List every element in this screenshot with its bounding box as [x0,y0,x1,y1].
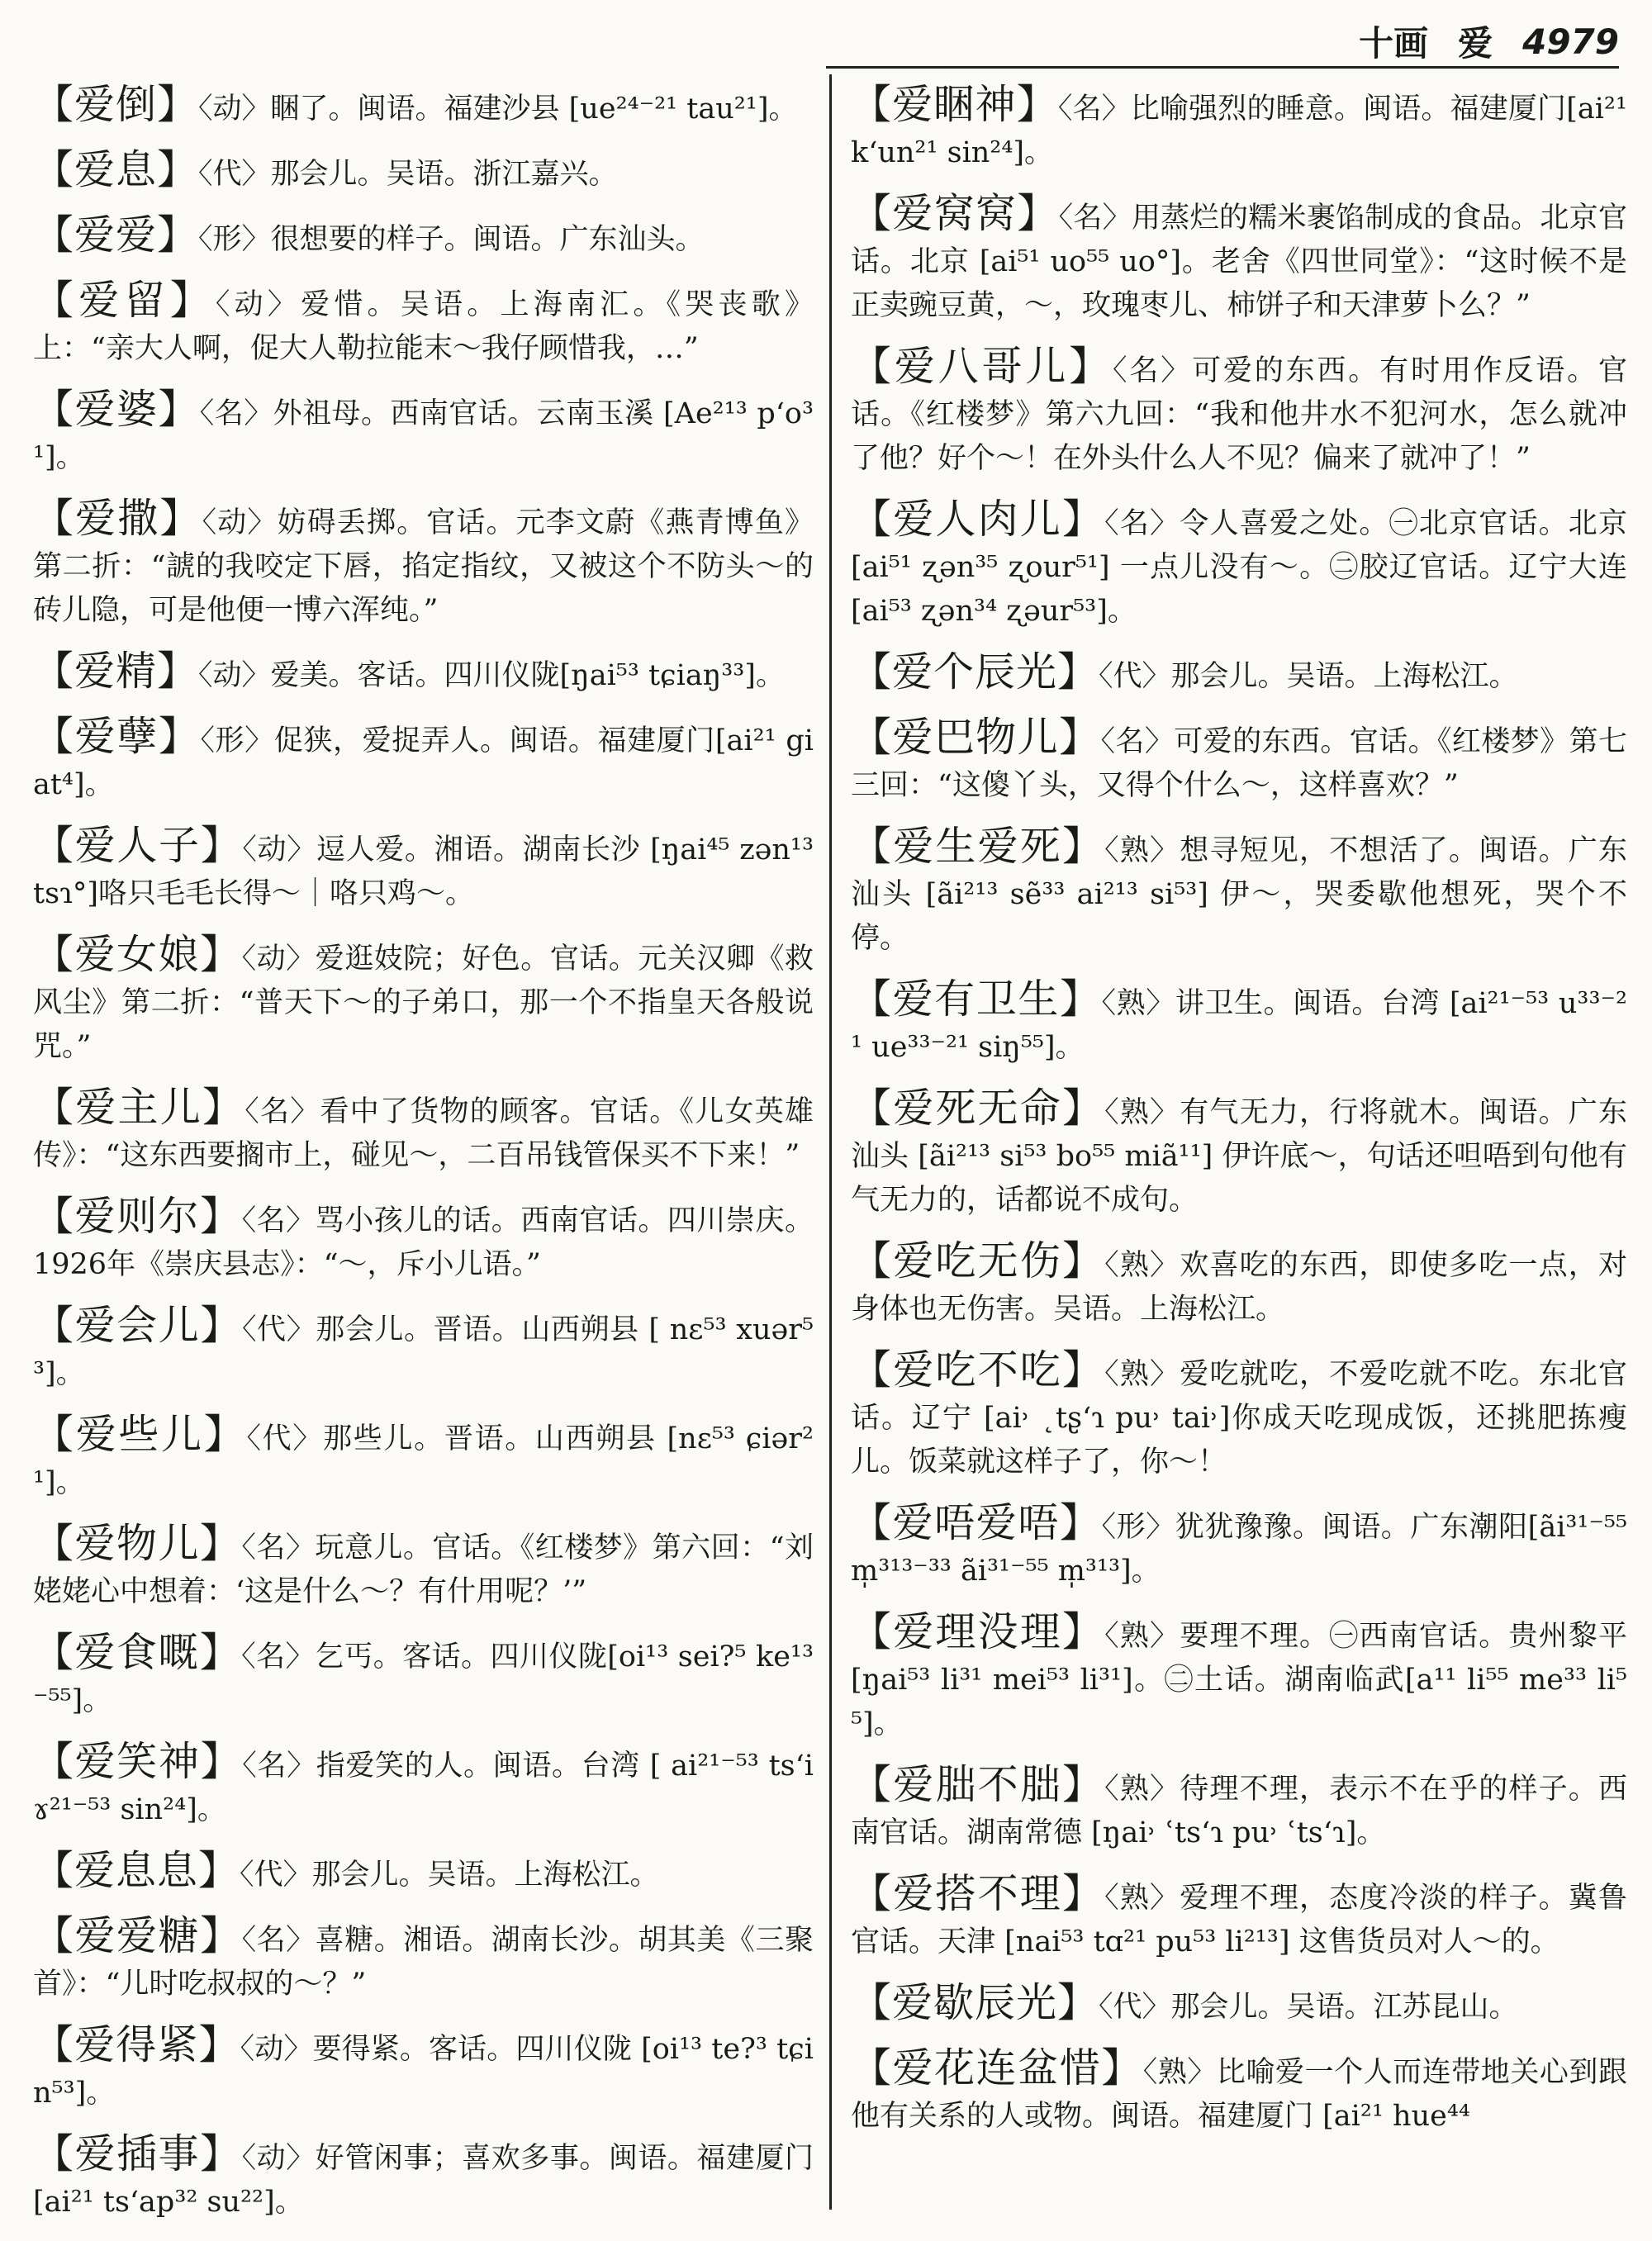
entry-definition: 比喻爱一个人而连带地关心到跟他有关系的人或物。闽语。福建厦门 [ai²¹ hue⁴⁴ [851,2056,1627,2133]
entry-headword: 【爱精】 [33,648,199,695]
entry-definition: 令人喜爱之处。㊀北京官话。北京[ai⁵¹ ʐən³⁵ ʐour⁵¹] 一点儿没有～。㊁胶辽官话。辽宁大连 [ai⁵³ ʐən³⁴ ʐəur⁵³]。 [851,507,1627,628]
section-label: 十画 [1359,23,1429,64]
entry-headword: 【爱睏神】 [851,81,1058,128]
entry-definition: 想寻短见，不想活了。闽语。广东汕头 [ãi²¹³ sẽ³³ ai²¹³ si⁵³] 伊～，哭委歇他想死，哭个不停。 [851,834,1627,955]
entry-headword: 【爱倒】 [33,81,199,128]
dictionary-entry [33,1914,814,2006]
page-number: 4979 [1522,21,1619,62]
entry-definition: 爱逛妓院；好色。官话。元关汉卿《救风尘》第二折：“普天下～的子弟口，那一个不指皇天各般说咒。” [33,942,814,1063]
entry-pos: 〈名〉 [241,1531,316,1564]
dictionary-entry [33,387,814,480]
dictionary-entry [851,83,1627,175]
entry-pos: 〈名〉 [1104,507,1180,540]
entry-headword: 【爱爱糖】 [33,1912,242,1959]
entry-headword: 【爱笑神】 [33,1738,243,1785]
entry-headword: 【爱婆】 [33,386,200,433]
entry-pos: 〈名〉 [241,1640,315,1674]
dictionary-entry [851,650,1627,699]
dictionary-entry [851,344,1627,481]
entry-definition: 逗人爱。湘语。湖南长沙 [ŋai⁴⁵ zən¹³ tsɿ°]咯只毛毛长得～｜咯只鸡～。 [33,833,814,910]
entry-headword: 【爱女娘】 [33,931,242,978]
dictionary-entry [851,1981,1627,2030]
entry-headword: 【爱爱】 [33,211,199,259]
dictionary-entry [851,1086,1627,1223]
dictionary-entry [33,1085,814,1178]
entry-headword: 【爱个辰光】 [851,648,1099,696]
entry-definition: 欢喜吃的东西，即使多吃一点，对身体也无伤害。吴语。上海松江。 [851,1249,1627,1326]
entry-definition: 玩意儿。官话。《红楼梦》第六回：“刘姥姥心中想着：‘这是什么～？有什用呢？’” [33,1531,814,1608]
dictionary-entry [33,1194,814,1287]
entry-headword: 【爱撒】 [33,495,202,542]
entry-pos: 〈形〉 [1101,1511,1175,1544]
entry-definition: 犹犹豫豫。闽语。广东潮阳[ãi³¹⁻⁵⁵ m̩³¹³⁻³³ ãi³¹⁻⁵⁵ m̩³¹³]。 [851,1511,1627,1588]
entry-definition: 可爱的东西。官话。《红楼梦》第七三回：“这傻丫头，又得个什么～，这样喜欢？” [851,725,1627,802]
entry-definition: 好管闲事；喜欢多事。闽语。福建厦门[ai²¹ ts‘ap³² su²²]。 [33,2142,814,2219]
entry-pos: 〈熟〉 [1101,987,1175,1020]
dictionary-entry [33,1631,814,1723]
entry-pos: 〈形〉 [198,223,271,256]
entry-headword: 【爱留】 [33,277,216,324]
dictionary-entry [33,1740,814,1832]
entry-headword: 【爱有卫生】 [851,976,1102,1023]
entry-pos: 〈熟〉 [1104,1773,1180,1806]
entry-definition: 那会儿。吴语。浙江嘉兴。 [270,158,618,191]
entry-pos: 〈动〉 [242,833,316,866]
entry-definition: 看中了货物的顾客。官话。《儿女英雄传》：“这东西要搁市上，碰见～，二百吊钱管保买不下来！” [33,1095,814,1172]
entry-pos: 〈动〉 [198,659,271,692]
entry-definition: 喜糖。湘语。湖南长沙。胡其美《三聚首》：“儿时吃叔叔的～？” [33,1924,814,2001]
entry-headword: 【爱孽】 [33,713,201,760]
entry-headword: 【爱得紧】 [33,2021,240,2068]
entry-definition: 爱美。客话。四川仪陇[ŋai⁵³ tɕiaŋ³³]。 [270,659,785,692]
dictionary-entry [33,83,814,131]
entry-pos: 〈名〉 [199,397,273,430]
dictionary-entry [33,278,814,371]
entry-pos: 〈熟〉 [1104,1096,1180,1129]
entry-definition: 爱惜。吴语。上海南汇。《哭丧歌》上：“亲大人啊，促大人勒拉能末～我仔顾惜我，…” [33,288,814,365]
entry-pos: 〈动〉 [240,2033,313,2066]
entry-pos: 〈代〉 [240,1859,312,1892]
entry-pos: 〈代〉 [241,1313,316,1346]
entry-definition: 爱吃就吃，不爱吃就不吃。东北官话。辽宁 [ai˒ ˛tʂ‘ɿ pu˒ tai˒]你成天吃现成饭，还挑肥拣瘦儿。饭菜就这样子了，你～！ [851,1358,1627,1479]
entry-definition: 那会儿。晋语。山西朔县 [ nɛ⁵³ xuər⁵³]。 [33,1313,814,1390]
entry-headword: 【爱理没理】 [851,1608,1105,1655]
entry-headword: 【爱人子】 [33,822,243,869]
entry-headword: 【爱八哥儿】 [851,343,1113,390]
entry-headword: 【爱插事】 [33,2130,242,2177]
entry-pos: 〈代〉 [198,158,271,191]
entry-headword: 【爱朏不朏】 [851,1761,1105,1808]
entry-pos: 〈名〉 [242,1750,316,1783]
left-column [33,83,814,2241]
entry-definition: 那会儿。吴语。上海松江。 [311,1859,659,1892]
entry-definition: 用蒸烂的糯米裹馅制成的食品。北京官话。北京 [ai⁵¹ uo⁵⁵ uo°]。老舍《四世同堂》：“这时候不是正卖豌豆黄，～，玫瑰枣儿、柿饼子和天津萝卜么？” [851,202,1627,322]
entry-headword: 【爱窝窝】 [851,190,1059,237]
entry-definition: 那会儿。吴语。江苏昆山。 [1170,1991,1518,2024]
entry-pos: 〈名〉 [1058,202,1132,235]
dictionary-entry [33,1412,814,1505]
entry-pos: 〈名〉 [241,1924,316,1957]
page-header [1289,17,1619,66]
dictionary-entry [851,2046,1627,2139]
entry-pos: 〈动〉 [241,942,316,976]
entry-pos: 〈熟〉 [1104,834,1180,867]
dictionary-entry [851,1501,1627,1593]
entry-headword: 【爱吃无伤】 [851,1237,1105,1284]
entry-definition: 睏了。闽语。福建沙县 [ue²⁴⁻²¹ tau²¹]。 [270,93,798,126]
dictionary-entry [33,1303,814,1396]
entry-pos: 〈熟〉 [1104,1358,1180,1391]
entry-definition: 外祖母。西南官话。云南玉溪 [Ae²¹³ p‘o³¹]。 [33,397,814,474]
entry-headword: 【爱巴物儿】 [851,714,1101,761]
dictionary-entry [33,496,814,633]
entry-definition: 促狭，爱捉弄人。闽语。福建厦门[ai²¹ giat⁴]。 [33,724,814,801]
dictionary-entry [851,1239,1627,1332]
entry-pos: 〈形〉 [200,724,274,757]
entry-headword: 【爱歇辰光】 [851,1979,1099,2026]
entry-headword: 【爱则尔】 [33,1193,242,1240]
entry-definition: 那些儿。晋语。山西朔县 [nɛ⁵³ ɕiər²¹]。 [33,1422,814,1499]
entry-pos: 〈代〉 [1099,660,1171,693]
entry-definition: 指爱笑的人。闽语。台湾 [ ai²¹⁻⁵³ ts‘iɤ²¹⁻⁵³ sin²⁴]。 [33,1750,814,1826]
dictionary-entry [33,2023,814,2115]
entry-definition: 有气无力，行将就木。闽语。广东汕头 [ãi²¹³ si⁵³ bo⁵⁵ miã¹¹] 伊许底～，句话还呾唔到句他有气无力的，话都说不成句。 [851,1096,1627,1217]
entry-definition: 很想要的样子。闽语。广东汕头。 [270,223,705,256]
entry-headword: 【爱息息】 [33,1847,240,1894]
entry-definition: 那会儿。吴语。上海松江。 [1170,660,1518,693]
entry-pos: 〈代〉 [1099,1991,1171,2024]
entry-definition: 要得紧。客话。四川仪陇 [oi¹³ te?³ tɕin⁵³]。 [33,2033,814,2110]
dictionary-entry [33,213,814,262]
entry-headword: 【爱物儿】 [33,1520,242,1567]
entry-definition: 可爱的东西。有时用作反语。官话。《红楼梦》第六九回：“我和他井水不犯河水，怎么就冲了他？好个～！在外头什么人不见？偏来了就冲了！” [851,354,1627,475]
entry-definition: 比喻强烈的睡意。闽语。福建厦门[ai²¹ k‘un²¹ sin²⁴]。 [851,93,1627,169]
entry-pos: 〈动〉 [215,288,301,321]
dictionary-entry [851,1610,1627,1746]
entry-headword: 【爱生爱死】 [851,823,1105,870]
entry-definition: 骂小孩儿的话。西南官话。四川崇庆。1926年《崇庆县志》：“～，斥小儿语。” [33,1204,814,1281]
entry-pos: 〈熟〉 [1104,1249,1180,1282]
entry-headword: 【爱息】 [33,146,199,193]
header-rule [826,66,1619,69]
dictionary-entry [851,1763,1627,1855]
entry-headword: 【爱唔爱唔】 [851,1499,1102,1546]
entry-definition: 乞丐。客话。四川仪陇[oi¹³ sei?⁵ ke¹³⁻⁵⁵]。 [33,1640,814,1717]
entry-definition: 要理不理。㊀西南官话。贵州黎平[ŋai⁵³ li³¹ mei⁵³ li³¹]。㊁土话。湖南临武[a¹¹ li⁵⁵ me³³ li⁵⁵]。 [851,1620,1627,1740]
dictionary-entry [851,192,1627,328]
header-char: 爱 [1458,23,1493,64]
right-column [851,83,1627,2155]
entry-headword: 【爱吃不吃】 [851,1346,1105,1394]
dictionary-entry [851,824,1627,961]
dictionary-entry [851,977,1627,1070]
dictionary-entry [33,1522,814,1614]
dictionary-entry [33,2132,814,2224]
dictionary-entry [33,649,814,698]
entry-pos: 〈熟〉 [1104,1882,1180,1915]
dictionary-entry [33,933,814,1069]
entry-headword: 【爱花连盆惜】 [851,2044,1143,2091]
entry-definition: 爱理不理，态度冷淡的样子。冀鲁官话。天津 [nai⁵³ tɑ²¹ pu⁵³ li²¹³] 这售货员对人～的。 [851,1882,1627,1959]
entry-pos: 〈动〉 [202,506,278,539]
entry-definition: 讲卫生。闽语。台湾 [ai²¹⁻⁵³ u³³⁻²¹ ue³³⁻²¹ siŋ⁵⁵]。 [851,987,1627,1064]
entry-pos: 〈名〉 [1100,725,1175,758]
dictionary-entry [33,148,814,197]
entry-headword: 【爱食嘅】 [33,1629,242,1676]
entry-pos: 〈熟〉 [1104,1620,1180,1653]
entry-headword: 【爱搭不理】 [851,1870,1105,1917]
column-divider [829,74,832,2210]
entry-pos: 〈代〉 [246,1422,324,1455]
entry-pos: 〈名〉 [1057,93,1131,126]
dictionary-entry [851,497,1627,634]
entry-pos: 〈熟〉 [1142,2056,1217,2089]
entry-pos: 〈动〉 [241,2142,316,2175]
entry-definition: 妨碍丢掷。官话。元李文蔚《燕青博鱼》第二折：“諕的我咬定下唇，掐定指纹，又被这个不防头～的砖儿隐，可是他便一博六浑纯。” [33,506,814,627]
entry-headword: 【爱人肉儿】 [851,496,1105,543]
entry-pos: 〈名〉 [1113,354,1193,387]
entry-definition: 待理不理，表示不在乎的样子。西南官话。湖南常德 [ŋai˒ ʿts‘ɿ pu˒ ʿts‘ɿ]。 [851,1773,1627,1849]
dictionary-entry [851,1348,1627,1484]
dictionary-entry [851,1872,1627,1964]
entry-headword: 【爱会儿】 [33,1302,242,1349]
entry-headword: 【爱主儿】 [33,1084,245,1131]
entry-headword: 【爱死无命】 [851,1085,1105,1132]
entry-headword: 【爱些儿】 [33,1411,247,1458]
entry-pos: 〈名〉 [241,1204,316,1237]
entry-pos: 〈名〉 [244,1095,320,1128]
entry-pos: 〈动〉 [198,93,271,126]
dictionary-entry [851,715,1627,808]
dictionary-entry [33,1849,814,1897]
dictionary-entry [33,715,814,807]
dictionary-entry [33,824,814,916]
